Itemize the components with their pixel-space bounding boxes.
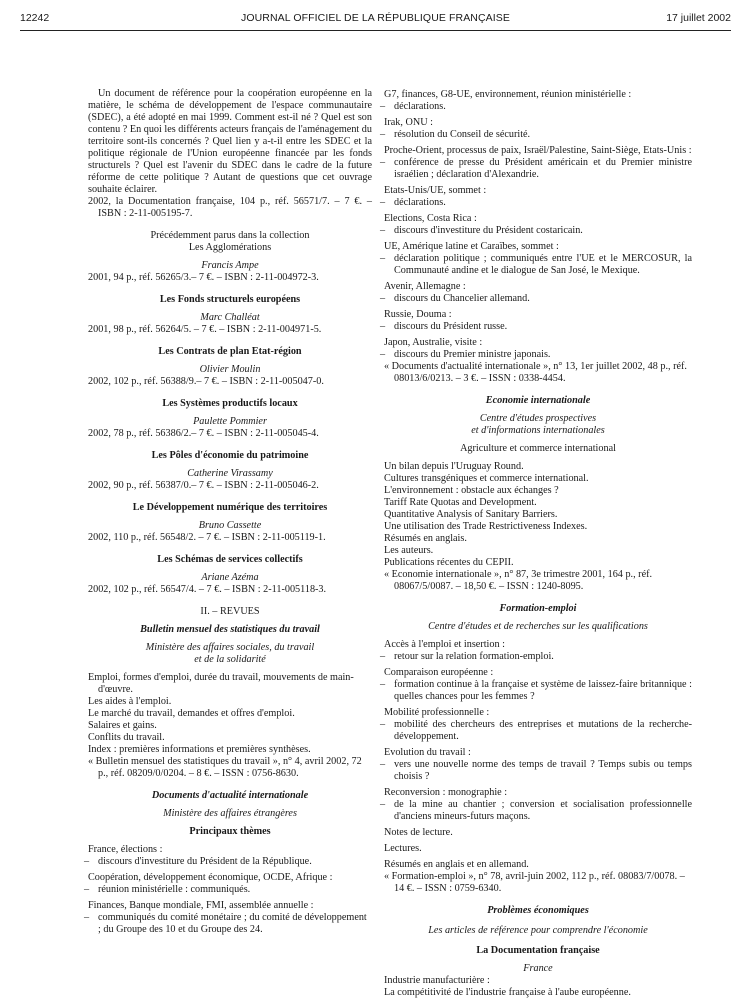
publication-reference: « Bulletin mensuel des statistiques du travail », n° 4, avril 2002, 72 p., réf. 08209/0/0204. – 8 €. – ISSN : 0756-8630. xyxy=(88,756,362,779)
entry-reference: 2002, 110 p., réf. 56548/2. – 7 €. – ISBN : 2-11-005119-1. xyxy=(88,532,326,543)
content-line: Un bilan depuis l'Uruguay Round. xyxy=(384,461,524,472)
theme-item: – de la mine au chantier ; conversion et socialisation professionnelle d'anciens mineurs-futurs maçons. xyxy=(380,799,692,822)
entry-title: Les Pôles d'économie du patrimoine xyxy=(151,450,309,461)
publication-title: Formation-emploi xyxy=(499,603,577,614)
entry-title: Les Schémas de services collectifs xyxy=(157,554,303,565)
publisher-line: Centre d'études et de recherches sur les qualifications xyxy=(428,621,648,632)
entry-author: Catherine Virassamy xyxy=(187,468,273,479)
themes-heading: Principaux thèmes xyxy=(189,826,271,837)
theme-head: Accès à l'emploi et insertion : xyxy=(384,639,505,650)
content-line: Notes de lecture. xyxy=(384,827,453,838)
theme-head: France, élections : xyxy=(88,844,163,855)
previous-collection-label: Précédemment parus dans la collection xyxy=(150,230,310,241)
entry-reference: 2002, 102 p., réf. 56388/9.– 7 €. – ISBN : 2-11-005047-0. xyxy=(88,376,324,387)
publisher-name: La Documentation française xyxy=(476,945,600,956)
publisher-line: et d'informations internationales xyxy=(471,425,605,436)
content-line: Conflits du travail. xyxy=(88,732,165,743)
publication-reference: « Formation-emploi », n° 78, avril-juin 2002, 112 p., réf. 08083/7/0078. – 14 €. – ISSN : 0759-6340. xyxy=(384,871,685,894)
content-line: Une utilisation des Trade Restrictiveness Indexes. xyxy=(384,521,588,532)
theme-head: Etats-Unis/UE, sommet : xyxy=(384,185,487,196)
content-line: Les auteurs. xyxy=(384,545,434,556)
entry-author: Bruno Cassette xyxy=(198,520,262,531)
theme-item: – résolution du Conseil de sécurité. xyxy=(380,129,531,140)
intro-paragraph: Un document de référence pour la coopération européenne en la matière, le schéma de développement de l'espace communautaire (SDEC), a été adopté en mai 1999. Comment est-il né ? Quel est son contenu ? En quoi les différents acteurs français de l'aménagement du territoire sont-ils concernés ? Quel lien y a-t-il entre les SDEC et la politique régionale de l'Union européenne financée par les fonds structurels ? Quel est l'avenir du SDEC dans le cadre de la future réforme de cette politique ? Autant de questions que cet ouvrage souhaite éclairer. xyxy=(88,88,372,195)
content-line: Cultures transgéniques et commerce international. xyxy=(384,473,589,484)
theme-head: Finances, Banque mondiale, FMI, assemblée annuelle : xyxy=(88,900,314,911)
theme-item: – discours du Chancelier allemand. xyxy=(380,293,530,304)
theme-item: – déclarations. xyxy=(380,197,446,208)
theme-item: – déclarations. xyxy=(380,101,446,112)
content-line: Publications récentes du CEPII. xyxy=(384,557,514,568)
content-line: Résumés en anglais. xyxy=(384,533,467,544)
issue-subject: Agriculture et commerce international xyxy=(460,443,616,454)
journal-title: JOURNAL OFFICIEL DE LA RÉPUBLIQUE FRANÇAISE xyxy=(241,12,510,24)
collection-name: Les Agglomérations xyxy=(188,242,272,253)
theme-head: UE, Amérique latine et Caraïbes, sommet : xyxy=(384,241,559,252)
publication-title: Economie internationale xyxy=(485,395,591,406)
publisher-line: Ministère des affaires étrangères xyxy=(163,808,297,819)
publication-title: Documents d'actualité internationale xyxy=(151,790,309,801)
theme-head: Japon, Australie, visite : xyxy=(384,337,483,348)
content-line: La compétitivité de l'industrie française à l'aube européenne. xyxy=(384,987,631,998)
entry-reference: 2001, 94 p., réf. 56265/3.– 7 €. – ISBN : 2-11-004972-3. xyxy=(88,272,319,283)
entry-author: Francis Ampe xyxy=(201,260,259,271)
theme-head: Mobilité professionnelle : xyxy=(384,707,490,718)
theme-head: Reconversion : monographie : xyxy=(384,787,508,798)
entry-title: Les Systèmes productifs locaux xyxy=(162,398,298,409)
theme-head: Irak, ONU : xyxy=(384,117,433,128)
publication-subtitle: Les articles de référence pour comprendre l'économie xyxy=(428,925,648,936)
publication-title: Bulletin mensuel des statistiques du travail xyxy=(140,624,320,635)
entry-author: Marc Challéat xyxy=(200,312,260,323)
entry-author: Olivier Moulin xyxy=(199,364,261,375)
publication-title: Problèmes économiques xyxy=(487,905,589,916)
theme-item: – déclaration politique ; communiqués entre l'UE et le MERCOSUR, la Communauté andine et le dialogue de San José, le Mexique. xyxy=(380,253,692,276)
theme-item: – mobilité des chercheurs des entreprises et mutations de la recherche-développement. xyxy=(380,719,692,742)
publisher-line: et de la solidarité xyxy=(194,654,266,665)
content-line: Les aides à l'emploi. xyxy=(88,696,172,707)
theme-item: – formation continue à la française et système de laissez-faire britannique : quelles chances pour les femmes ? xyxy=(380,679,692,702)
theme-item: – discours du Président russe. xyxy=(380,321,508,332)
entry-reference: 2002, 78 p., réf. 56386/2.– 7 €. – ISBN : 2-11-005045-4. xyxy=(88,428,319,439)
content-line: Emploi, formes d'emploi, durée du travail, mouvements de main-d'œuvre. xyxy=(88,672,354,695)
publication-reference: « Documents d'actualité internationale », n° 13, 1er juillet 2002, 48 p., réf. 08013/6/0213. – 3 €. – ISSN : 0338-4454. xyxy=(384,361,687,384)
content-line: Le marché du travail, demandes et offres d'emploi. xyxy=(88,708,295,719)
content-line: Résumés en anglais et en allemand. xyxy=(384,859,529,870)
theme-item: – conférence de presse du Président américain et du Premier ministre israélien ; déclaration d'Alexandrie. xyxy=(380,157,692,180)
theme-item: – communiqués du comité monétaire ; du comité de développement ; du Groupe des 10 et du Groupe des 24. xyxy=(84,912,367,935)
publisher-line: Centre d'études prospectives xyxy=(479,413,597,424)
entry-author: Paulette Pommier xyxy=(193,416,267,427)
theme-head: Russie, Douma : xyxy=(384,309,452,320)
content-line: Lectures. xyxy=(384,843,422,854)
entry-reference: 2002, 102 p., réf. 56547/4. – 7 €. – ISBN : 2-11-005118-3. xyxy=(88,584,327,595)
theme-item: – discours du Premier ministre japonais. xyxy=(380,349,551,360)
theme-item: – discours d'investiture du Président costaricain. xyxy=(380,225,583,236)
page-header xyxy=(20,12,731,28)
content-line: Industrie manufacturière : xyxy=(384,975,490,986)
theme-head: Comparaison européenne : xyxy=(384,667,494,678)
content-line: Salaires et gains. xyxy=(88,720,157,731)
theme-head: Coopération, développement économique, OCDE, Afrique : xyxy=(88,872,333,883)
content-line: L'environnement : obstacle aux échanges ? xyxy=(384,485,559,496)
theme-item: – discours d'investiture du Président de la République. xyxy=(84,856,312,867)
entry-title: Les Fonds structurels européens xyxy=(159,294,301,305)
content-line: Quantitative Analysis of Sanitary Barriers. xyxy=(384,509,558,520)
entry-author: Ariane Azéma xyxy=(201,572,259,583)
theme-head: Elections, Costa Rica : xyxy=(384,213,477,224)
theme-head: Avenir, Allemagne : xyxy=(384,281,466,292)
entry-reference: 2002, 90 p., réf. 56387/0.– 7 €. – ISBN : 2-11-005046-2. xyxy=(88,480,319,491)
section-label: France xyxy=(523,963,553,974)
section-heading: II. – REVUES xyxy=(200,606,260,617)
theme-head: Proche-Orient, processus de paix, Israël/Palestine, Saint-Siège, Etats-Unis : xyxy=(384,145,692,156)
entry-title: Les Contrats de plan Etat-région xyxy=(158,346,302,357)
content-line: Tariff Rate Quotas and Development. xyxy=(384,497,537,508)
page-number: 12242 xyxy=(20,12,50,24)
left-column xyxy=(84,88,372,936)
theme-item: – vers une nouvelle norme des temps de travail ? Temps subis ou temps choisis ? xyxy=(380,759,692,782)
theme-head: Evolution du travail : xyxy=(384,747,471,758)
right-column xyxy=(380,89,692,999)
entry-title: Le Développement numérique des territoires xyxy=(132,502,328,513)
issue-date: 17 juillet 2002 xyxy=(666,12,731,24)
publication-reference: « Economie internationale », n° 87, 3e trimestre 2001, 164 p., réf. 08067/5/0087. – 18,50 €. – ISSN : 1240-8095. xyxy=(384,569,653,592)
entry-reference: 2001, 98 p., réf. 56264/5. – 7 €. – ISBN : 2-11-004971-5. xyxy=(88,324,322,335)
content-line: Index : premières informations et premières synthèses. xyxy=(88,744,311,755)
header-rule xyxy=(20,30,731,31)
intro-reference: 2002, la Documentation française, 104 p., réf. 56571/7. – 7 €. – ISBN : 2-11-005195-7. xyxy=(88,196,372,219)
theme-item: – réunion ministérielle : communiqués. xyxy=(84,884,251,895)
theme-item: – retour sur la relation formation-emploi. xyxy=(380,651,554,662)
theme-head: G7, finances, G8-UE, environnement, réunion ministérielle : xyxy=(384,89,632,100)
publisher-line: Ministère des affaires sociales, du travail xyxy=(145,642,315,653)
